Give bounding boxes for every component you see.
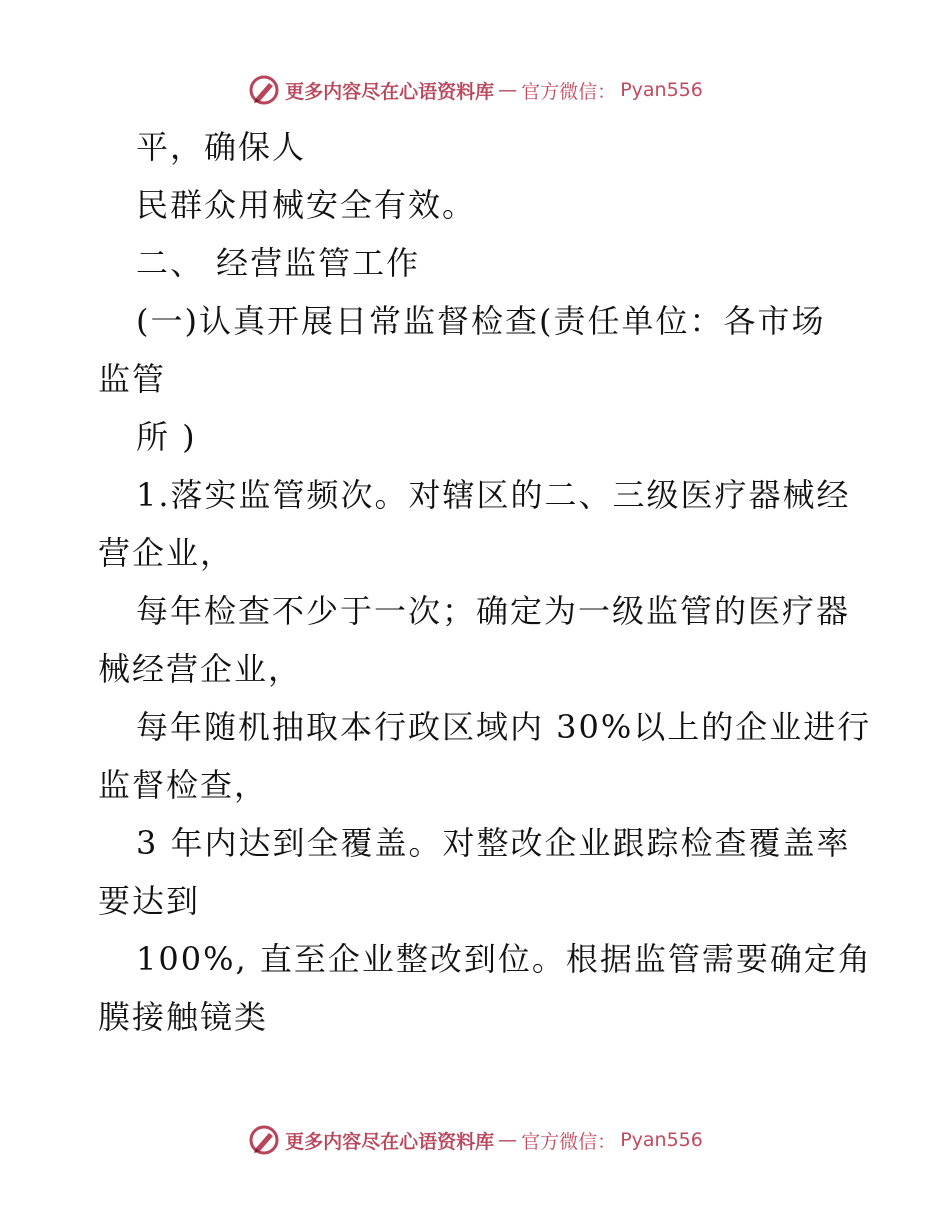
- pen-logo-icon: [247, 73, 281, 107]
- document-line: 监督检查，: [98, 766, 269, 804]
- document-line: 民群众用械安全有效。: [136, 186, 477, 224]
- document-line: 1.落实监管频次。对辖区的二、三级医疗器械经: [136, 476, 851, 514]
- footer-banner: [0, 1120, 950, 1160]
- document-line: 每年检查不少于一次；确定为一级监管的医疗器: [136, 592, 851, 630]
- header-dash: —: [498, 79, 518, 101]
- document-line: 二、 经营监管工作: [136, 244, 421, 282]
- header-wechat-label: 官方微信：: [521, 80, 617, 103]
- document-line: 100%, 直至企业整改到位。根据监管需要确定角: [136, 940, 872, 978]
- footer-banner-inner: [247, 1123, 703, 1157]
- footer-dash: —: [498, 1129, 518, 1151]
- document-line: 监管: [98, 360, 167, 398]
- footer-wechat-id: Pyan556: [620, 1129, 703, 1151]
- document-body: [98, 118, 872, 1046]
- document-line: 械经营企业，: [98, 650, 303, 688]
- document-line: (一)认真开展日常监督检查(责任单位：各市场: [136, 302, 826, 340]
- document-line: 膜接触镜类: [98, 998, 269, 1036]
- document-line: 平，确保人: [136, 128, 307, 166]
- footer-site-text: 更多内容尽在心语资料库: [285, 1130, 495, 1153]
- document-line: 3 年内达到全覆盖。对整改企业跟踪检查覆盖率: [136, 824, 851, 862]
- header-banner-inner: [247, 73, 703, 107]
- pen-logo-icon: [247, 1123, 281, 1157]
- footer-wechat-label: 官方微信：: [521, 1130, 617, 1153]
- document-line: 要达到: [98, 882, 201, 920]
- document-line: 每年随机抽取本行政区域内 30%以上的企业进行: [136, 708, 872, 746]
- document-line: 所 ): [136, 418, 197, 456]
- document-line: 营企业，: [98, 534, 235, 572]
- header-banner: [0, 70, 950, 110]
- header-site-text: 更多内容尽在心语资料库: [285, 80, 495, 103]
- header-wechat-id: Pyan556: [620, 79, 703, 101]
